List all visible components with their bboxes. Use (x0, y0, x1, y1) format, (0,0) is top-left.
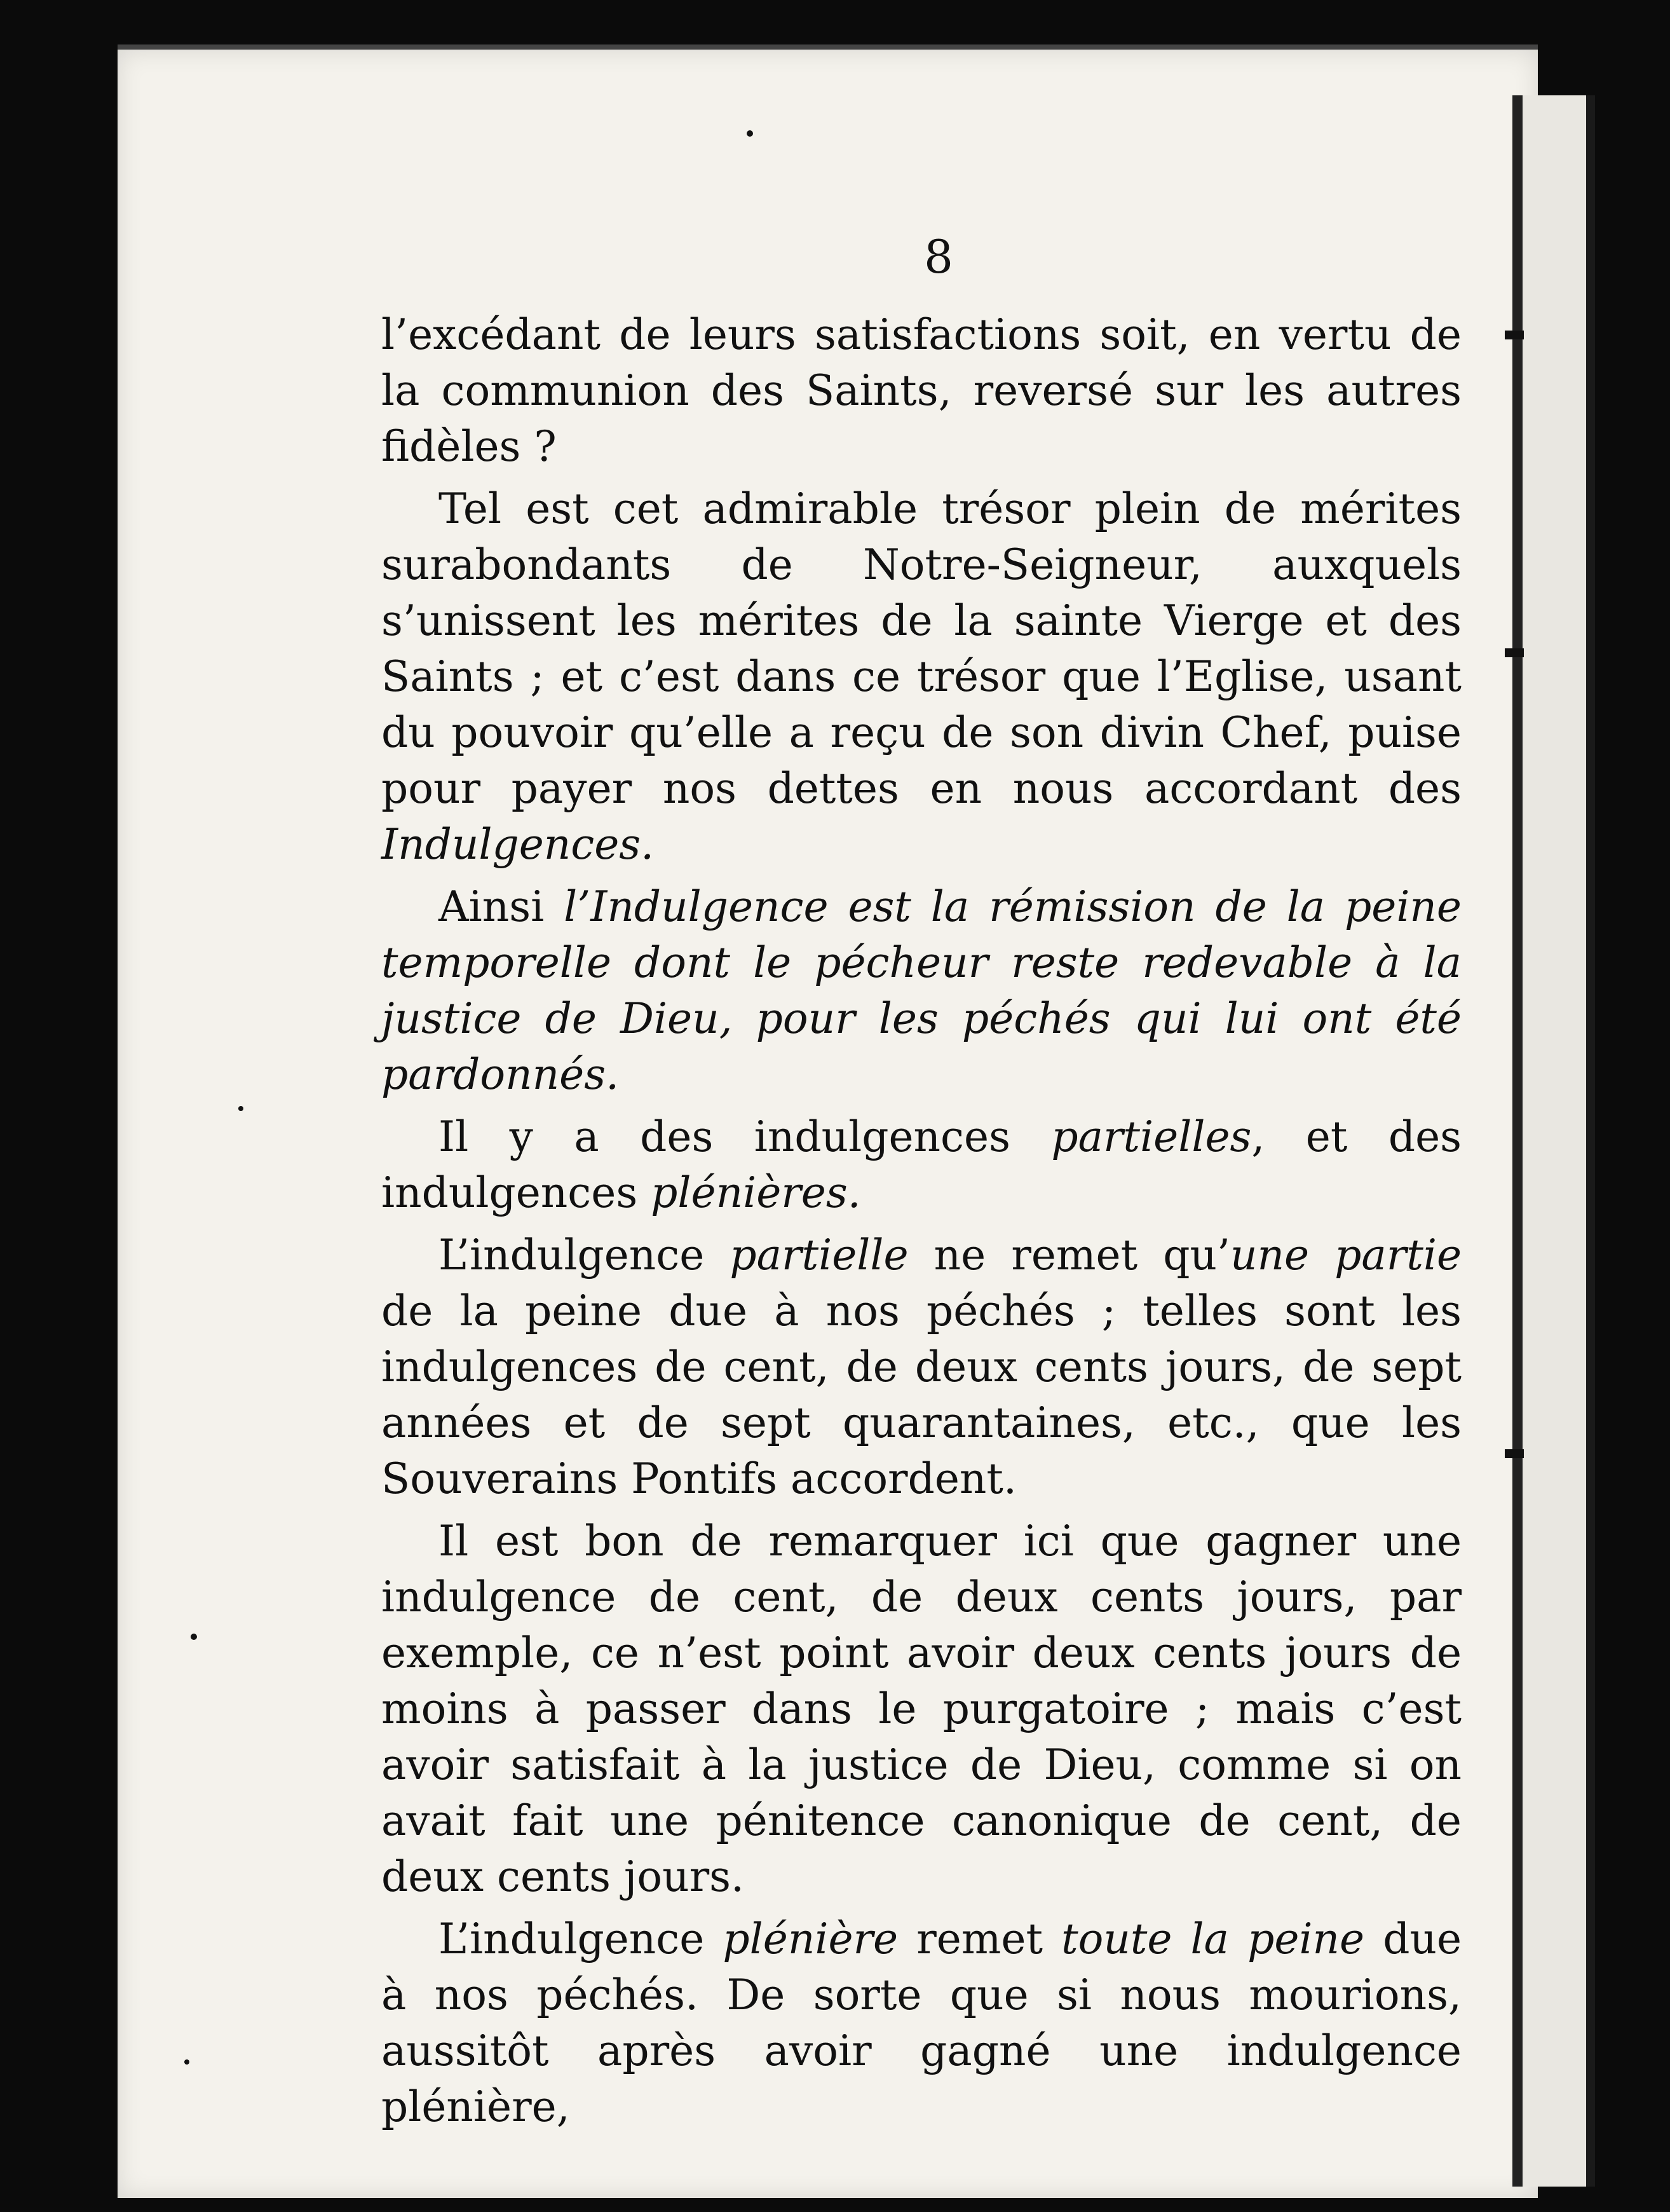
text-run: ne remet qu’ (908, 1231, 1230, 1280)
body-text (381, 307, 1462, 2135)
print-speck (184, 2059, 189, 2065)
text-run: remet (898, 1915, 1062, 1963)
italic-text: plénières. (651, 1168, 861, 1217)
paragraph (381, 307, 1462, 475)
italic-text: partielle (730, 1231, 909, 1280)
page-number: 8 (924, 230, 953, 283)
binding-gutter (1512, 95, 1595, 2187)
text-run: L’indulgence (438, 1231, 730, 1280)
paragraph (381, 1911, 1462, 2135)
italic-text: une partie (1230, 1231, 1462, 1280)
binding-mark (1505, 1449, 1524, 1458)
paragraph (381, 1513, 1462, 1905)
paragraph (381, 879, 1462, 1103)
print-speck (191, 1634, 197, 1640)
italic-text: toute la peine (1061, 1915, 1365, 1963)
italic-text: plénière (723, 1915, 899, 1963)
text-run: Il y a des indulgences (438, 1112, 1052, 1161)
paragraph (381, 1227, 1462, 1507)
book-page (118, 44, 1538, 2198)
print-speck (238, 1106, 243, 1111)
text-run: Ainsi (438, 882, 564, 931)
binding-mark (1505, 648, 1524, 657)
binding-mark (1505, 331, 1524, 339)
italic-text: partielles (1051, 1112, 1252, 1161)
italic-text: Indulgences. (381, 820, 655, 869)
text-run: Tel est cet admirable trésor plein de mérites surabondants de Notre-Seigneur, auxquels s’unissent les mérites de la sainte Vierge et des Saints ; et c’est dans ce trésor que l’Eglise, usant du pouvoir qu’elle a reçu de son divin Chef, puise pour payer nos dettes en nous accordant des (381, 484, 1462, 813)
italic-text: l’Indulgence est la rémission de la peine temporelle dont le pécheur reste redevable à la justice de Dieu, pour les péchés qui lui ont été pardonnés. (381, 882, 1462, 1099)
print-speck (747, 130, 753, 137)
text-run: l’excédant de leurs satisfactions soit, en vertu de la communion des Saints, reversé sur les autres fidèles ? (381, 310, 1462, 471)
text-run: Il est bon de remarquer ici que gagner une indulgence de cent, de deux cents jours, par exemple, ce n’est point avoir deux cents jours de moins à passer dans le purgatoire ; mais c’est avoir satisfait à la justice de Dieu, comme si on avait fait une pénitence canonique de cent, de deux cents jours. (381, 1517, 1462, 1901)
text-run: , et des indulgences (381, 1112, 1462, 1217)
paragraph (381, 481, 1462, 873)
paragraph (381, 1109, 1462, 1221)
text-run: de la peine due à nos péchés ; telles sont les indulgences de cent, de deux cents jours, de sept années et de sept quarantaines, etc., que les Souverains Pontifs accordent. (381, 1287, 1462, 1503)
text-run: due à nos péchés. De sorte que si nous mourions, aussitôt après avoir gagné une indulgence plénière, (381, 1915, 1462, 2131)
text-run: L’indulgence (438, 1915, 723, 1963)
